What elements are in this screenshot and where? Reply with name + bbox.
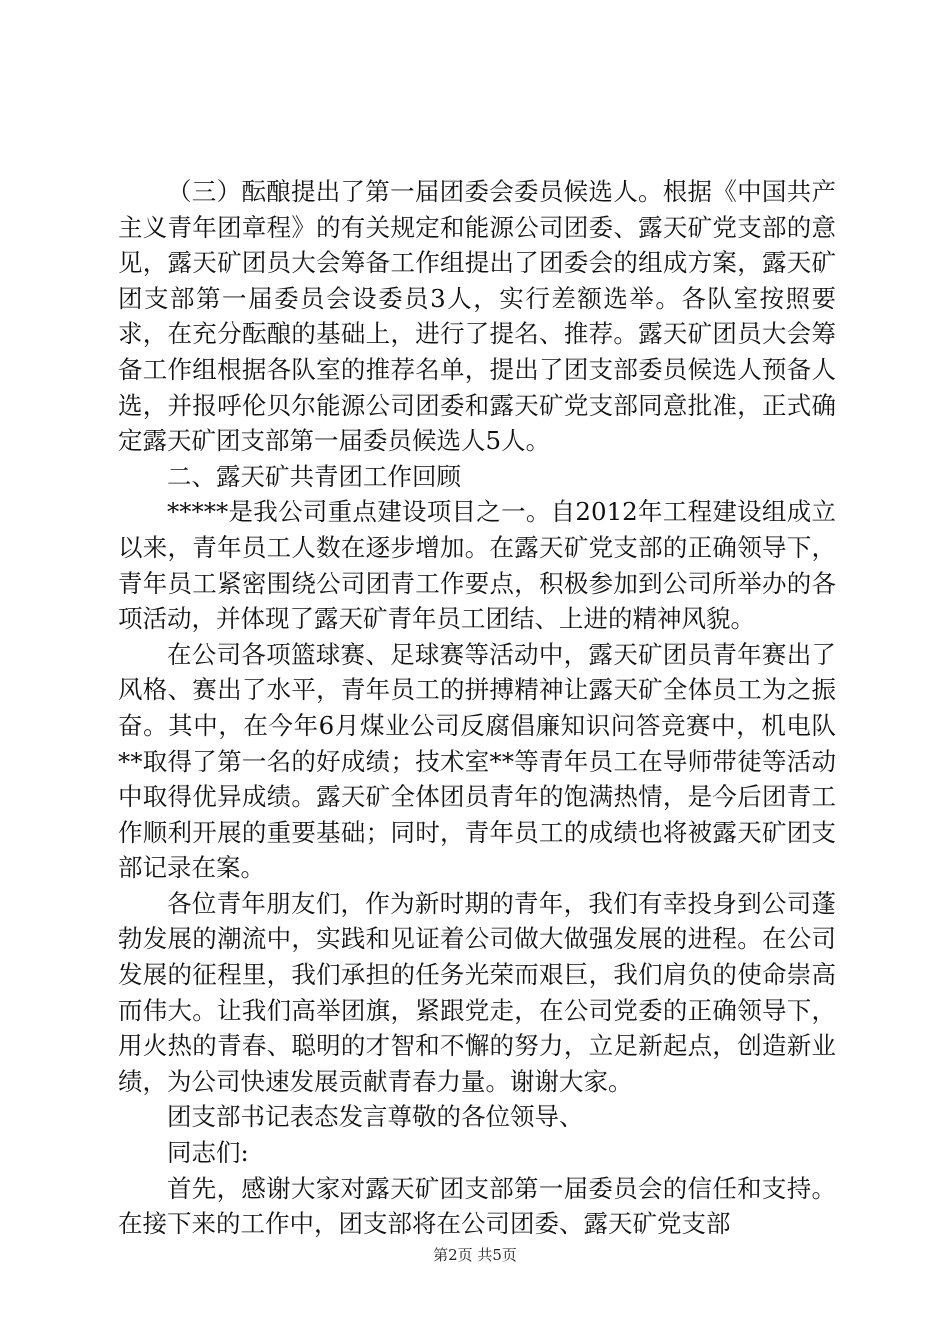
- paragraph-activities: 在公司各项篮球赛、足球赛等活动中，露天矿团员青年赛出了风格、赛出了水平，青年员工的拼搏精神让露天矿全体员工为之振奋。其中，在今年6月煤业公司反腐倡廉知识问答竞赛中，机电队**取得了第一名的好成绩；技术室**等青年员工在导师带徒等活动中取得优异成绩。露天矿全体团员青年的饱满热情，是今后团青工作顺利开展的重要基础；同时，青年员工的成绩也将被露天矿团支部记录在案。: [118, 639, 836, 883]
- section-heading-review: 二、露天矿共青团工作回顾: [167, 461, 461, 491]
- document-body: [118, 174, 836, 1242]
- paragraph-closing-remarks: 各位青年朋友们，作为新时期的青年，我们有幸投身到公司蓬勃发展的潮流中，实践和见证着公司做大做强发展的进程。在公司发展的征程里，我们承担的任务光荣而艰巨，我们肩负的使命崇高而伟大。让我们高举团旗，紧跟党走，在公司党委的正确领导下，用火热的青春、聪明的才智和不懈的努力，立足新起点，创造新业绩，为公司快速发展贡献青春力量。谢谢大家。: [118, 888, 836, 1096]
- paragraph-salutation: 同志们:: [167, 1138, 249, 1168]
- paragraph-project-intro: *****是我公司重点建设项目之一。自2012年工程建设组成立以来，青年员工人数在逐步增加。在露天矿党支部的正确领导下，青年员工紧密围绕公司团青工作要点，积极参加到公司所举办的各项活动，并体现了露天矿青年员工团结、上进的精神风貌。: [118, 497, 836, 634]
- paragraph-thanks: 首先，感谢大家对露天矿团支部第一届委员会的信任和支持。在接下来的工作中，团支部将在公司团委、露天矿党支部: [118, 1173, 836, 1239]
- paragraph-speech-title: 团支部书记表态发言尊敬的各位领导、: [167, 1102, 584, 1132]
- paragraph-candidates: （三）酝酿提出了第一届团委会委员候选人。根据《中国共产主义青年团章程》的有关规定和能源公司团委、露天矿党支部的意见，露天矿团员大会筹备工作组提出了团委会的组成方案，露天矿团支部第一届委员会设委员3人，实行差额选举。各队室按照要求，在充分酝酿的基础上，进行了提名、推荐。露天矿团员大会筹备工作组根据各队室的推荐名单，提出了团支部委员候选人预备人选，并报呼伦贝尔能源公司团委和露天矿党支部同意批准，正式确定露天矿团支部第一届委员候选人5人。: [118, 177, 836, 456]
- page-number-footer: 第2页 共5页: [433, 1246, 517, 1264]
